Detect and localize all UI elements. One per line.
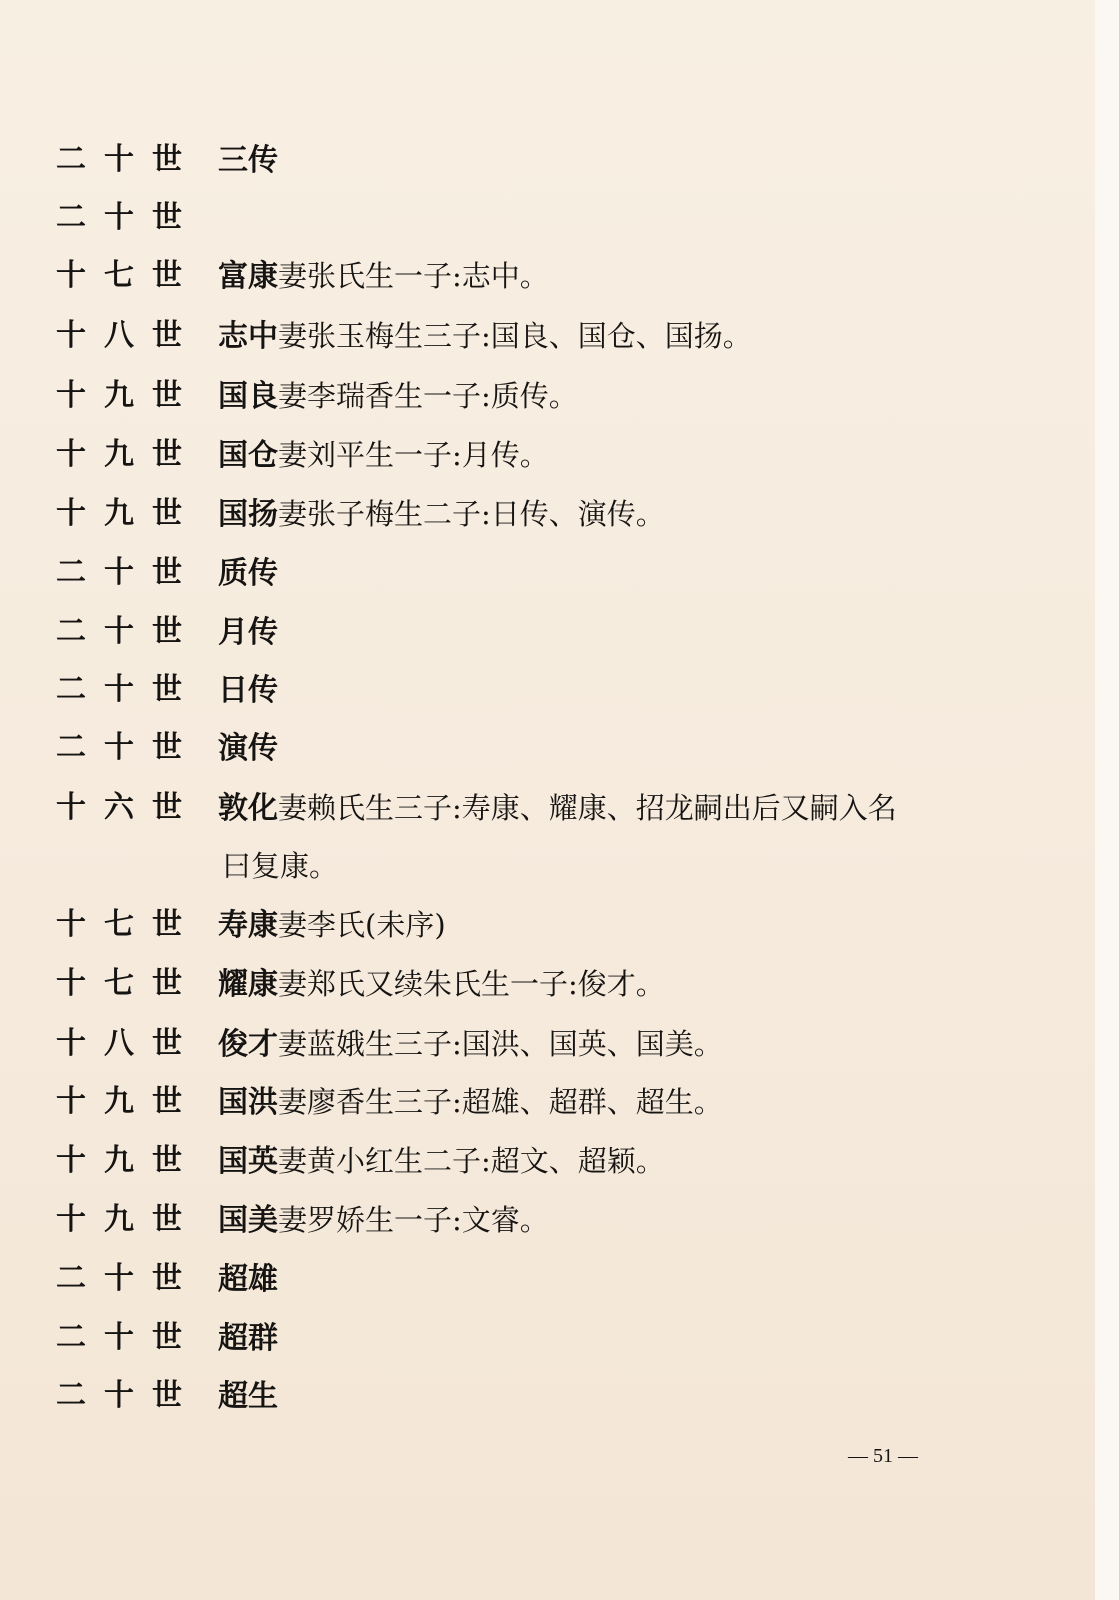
generation-label: 十七世 [56,258,200,293]
person-name: 寿康 [218,908,278,943]
generation-label: 二十世 [56,672,200,707]
person-name: 演传 [218,731,278,766]
generation-label: 十九世 [56,1143,200,1178]
genealogy-entry [0,1200,1000,1240]
person-name: 国美 [218,1203,278,1238]
entry-text: 妻赖氏生三子:寿康、耀康、招龙嗣出后又嗣入名 [278,791,897,825]
person-name: 月传 [218,615,278,650]
generation-label: 二十世 [56,730,200,765]
genealogy-entry [0,1376,1000,1416]
person-name: 国扬 [218,497,278,532]
generation-label: 二十世 [56,1378,200,1413]
genealogy-entry [0,612,1000,652]
person-name: 俊才 [218,1027,278,1062]
generation-label: 二十世 [56,200,200,235]
generation-label: 十九世 [56,496,200,531]
generation-label: 十八世 [56,1026,200,1061]
entry-text: 妻罗娇生一子:文睿。 [278,1203,549,1237]
genealogy-entry [0,316,1000,356]
genealogy-entry [0,1082,1000,1122]
genealogy-entry [0,728,1000,768]
person-name: 日传 [218,673,278,708]
generation-label: 二十世 [56,614,200,649]
page-number: — 51 — [848,1445,918,1467]
genealogy-entry [0,494,1000,534]
person-name: 国仓 [218,438,278,473]
person-name: 超雄 [218,1262,278,1297]
genealogy-entry [0,435,1000,475]
generation-label: 十七世 [56,907,200,942]
genealogy-entry [0,376,1000,416]
entry-text: 妻张氏生一子:志中。 [278,259,549,293]
person-name: 耀康 [218,967,278,1002]
generation-label: 二十世 [56,555,200,590]
person-name: 志中 [218,319,278,354]
person-name: 质传 [218,556,278,591]
generation-label: 十七世 [56,966,200,1001]
genealogy-entry [0,905,1000,945]
entry-text: 妻李瑞香生一子:质传。 [278,379,578,413]
generation-label: 十九世 [56,1084,200,1119]
genealogy-entry [0,1259,1000,1299]
entry-text: 妻张玉梅生三子:国良、国仓、国扬。 [278,319,752,353]
genealogy-entry [0,670,1000,710]
genealogy-entry [0,1024,1000,1064]
generation-label: 十九世 [56,437,200,472]
genealogy-entry [0,1141,1000,1181]
person-name: 富康 [218,259,278,294]
person-name: 国良 [218,379,278,414]
genealogy-entry [0,964,1000,1004]
generation-label: 十九世 [56,378,200,413]
entry-text: 妻李氏(未序) [278,908,446,942]
genealogy-entry [0,553,1000,593]
entry-text: 妻廖香生三子:超雄、超群、超生。 [278,1085,723,1119]
entry-continuation: 曰复康。 [222,849,339,883]
genealogy-entry [0,1318,1000,1358]
person-name: 超生 [218,1379,278,1414]
scan-edge [1095,0,1119,1600]
entry-text: 妻蓝娥生三子:国洪、国英、国美。 [278,1027,723,1061]
person-name: 三传 [218,143,278,178]
person-name: 超群 [218,1321,278,1356]
generation-label: 二十世 [56,142,200,177]
entry-text: 妻黄小红生二子:超文、超颖。 [278,1144,665,1178]
generation-label: 十八世 [56,318,200,353]
generation-label: 十六世 [56,790,200,825]
genealogy-entry [0,140,1000,180]
genealogy-entry [0,198,1000,238]
person-name: 国洪 [218,1085,278,1120]
person-name: 敦化 [218,791,278,826]
entry-text: 妻张子梅生二子:日传、演传。 [278,497,665,531]
genealogy-entry [0,256,1000,296]
generation-label: 二十世 [56,1261,200,1296]
generation-label: 二十世 [56,1320,200,1355]
generation-label: 十九世 [56,1202,200,1237]
genealogy-entry [0,788,1000,828]
person-name: 国英 [218,1144,278,1179]
entry-text: 妻刘平生一子:月传。 [278,438,549,472]
entry-text: 妻郑氏又续朱氏生一子:俊才。 [278,967,665,1001]
